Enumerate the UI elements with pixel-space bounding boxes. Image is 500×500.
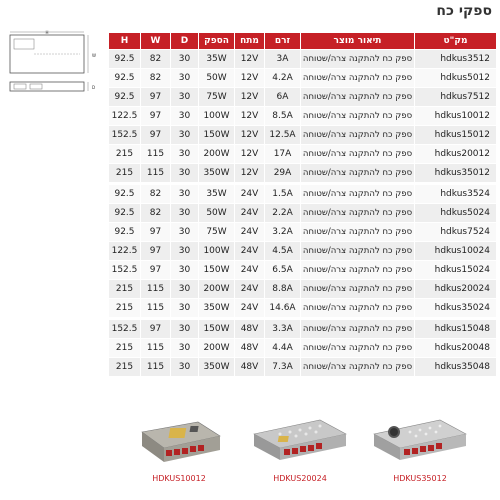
cell-w: 82 [141, 50, 171, 69]
cell-h: 215 [109, 339, 141, 358]
table-row [109, 50, 497, 69]
header-sku: מק"ט [415, 33, 497, 50]
table-row [109, 69, 497, 88]
cell-current: 3.3A [265, 319, 301, 339]
cell-current: 1.5A [265, 184, 301, 204]
cell-voltage: 12V [235, 88, 265, 107]
cell-sku: hdkus15012 [415, 126, 497, 145]
table-row [109, 261, 497, 280]
cell-w: 97 [141, 107, 171, 126]
cell-d: 30 [171, 88, 199, 107]
cell-sku: hdkus3524 [415, 184, 497, 204]
cell-desc: ספק כח להתקנה צרה/שטוחה [301, 88, 415, 107]
cell-d: 30 [171, 126, 199, 145]
cell-d: 30 [171, 50, 199, 69]
table-row [109, 145, 497, 164]
product-hdkus20024 [250, 418, 350, 483]
product-hdkus10012 [134, 418, 224, 483]
cell-sku: hdkus20012 [415, 145, 497, 164]
cell-sku: hdkus3512 [415, 50, 497, 69]
cell-power: 150W [199, 261, 235, 280]
cell-voltage: 12V [235, 69, 265, 88]
cell-w: 97 [141, 319, 171, 339]
cell-voltage: 24V [235, 299, 265, 319]
cell-current: 29A [265, 164, 301, 184]
cell-voltage: 24V [235, 280, 265, 299]
cell-w: 115 [141, 145, 171, 164]
cell-sku: hdkus15048 [415, 319, 497, 339]
cell-d: 30 [171, 261, 199, 280]
cell-sku: hdkus20048 [415, 339, 497, 358]
table-row [109, 319, 497, 339]
cell-power: 350W [199, 299, 235, 319]
cell-power: 100W [199, 242, 235, 261]
cell-current: 8.8A [265, 280, 301, 299]
cell-d: 30 [171, 339, 199, 358]
cell-h: 92.5 [109, 69, 141, 88]
header-current: זרם [265, 33, 301, 50]
cell-desc: ספק כח להתקנה צרה/שטוחה [301, 50, 415, 69]
cell-sku: hdkus10024 [415, 242, 497, 261]
cell-h: 215 [109, 299, 141, 319]
cell-d: 30 [171, 107, 199, 126]
cell-current: 6A [265, 88, 301, 107]
cell-h: 92.5 [109, 204, 141, 223]
cell-w: 97 [141, 261, 171, 280]
cell-desc: ספק כח להתקנה צרה/שטוחה [301, 358, 415, 377]
cell-desc: ספק כח להתקנה צרה/שטוחה [301, 126, 415, 145]
cell-w: 115 [141, 299, 171, 319]
cell-desc: ספק כח להתקנה צרה/שטוחה [301, 107, 415, 126]
cell-h: 122.5 [109, 107, 141, 126]
cell-h: 152.5 [109, 126, 141, 145]
cell-current: 3.2A [265, 223, 301, 242]
cell-h: 152.5 [109, 319, 141, 339]
product-caption: HDKUS35012 [393, 474, 447, 483]
cell-h: 92.5 [109, 88, 141, 107]
cell-d: 30 [171, 223, 199, 242]
cell-power: 50W [199, 69, 235, 88]
cell-power: 35W [199, 184, 235, 204]
cell-current: 6.5A [265, 261, 301, 280]
cell-voltage: 24V [235, 204, 265, 223]
header-desc: תיאור מוצר [301, 33, 415, 50]
cell-w: 115 [141, 164, 171, 184]
cell-w: 82 [141, 69, 171, 88]
cell-voltage: 24V [235, 184, 265, 204]
cell-desc: ספק כח להתקנה צרה/שטוחה [301, 299, 415, 319]
cell-d: 30 [171, 69, 199, 88]
cell-desc: ספק כח להתקנה צרה/שטוחה [301, 145, 415, 164]
cell-power: 200W [199, 280, 235, 299]
cell-current: 3A [265, 50, 301, 69]
table-row [109, 280, 497, 299]
table-row [109, 204, 497, 223]
cell-sku: hdkus7524 [415, 223, 497, 242]
cell-power: 350W [199, 164, 235, 184]
cell-desc: ספק כח להתקנה צרה/שטוחה [301, 164, 415, 184]
cell-power: 75W [199, 88, 235, 107]
cell-d: 30 [171, 204, 199, 223]
cell-current: 4.5A [265, 242, 301, 261]
cell-current: 2.2A [265, 204, 301, 223]
table-row [109, 358, 497, 377]
cell-sku: hdkus35048 [415, 358, 497, 377]
product-caption: HDKUS20024 [273, 474, 327, 483]
cell-w: 97 [141, 223, 171, 242]
header-w: W [141, 33, 171, 50]
cell-h: 215 [109, 145, 141, 164]
table-row [109, 299, 497, 319]
cell-desc: ספק כח להתקנה צרה/שטוחה [301, 223, 415, 242]
cell-d: 30 [171, 358, 199, 377]
cell-d: 30 [171, 319, 199, 339]
cell-w: 115 [141, 358, 171, 377]
cell-desc: ספק כח להתקנה צרה/שטוחה [301, 204, 415, 223]
cell-d: 30 [171, 164, 199, 184]
header-d: D [171, 33, 199, 50]
cell-desc: ספק כח להתקנה צרה/שטוחה [301, 184, 415, 204]
cell-current: 4.4A [265, 339, 301, 358]
header-h: H [109, 33, 141, 50]
cell-desc: ספק כח להתקנה צרה/שטוחה [301, 319, 415, 339]
table-row [109, 164, 497, 184]
cell-sku: hdkus10012 [415, 107, 497, 126]
cell-voltage: 12V [235, 164, 265, 184]
power-supply-image [250, 418, 350, 466]
header-voltage: מתח [235, 33, 265, 50]
table-row [109, 242, 497, 261]
cell-w: 82 [141, 204, 171, 223]
cell-desc: ספק כח להתקנה צרה/שטוחה [301, 280, 415, 299]
product-hdkus35012 [370, 418, 470, 483]
cell-power: 50W [199, 204, 235, 223]
cell-voltage: 48V [235, 358, 265, 377]
spec-table [108, 32, 497, 377]
page-title: ספקי כח [436, 3, 492, 19]
power-supply-image [370, 418, 470, 466]
cell-current: 4.2A [265, 69, 301, 88]
table-row [109, 184, 497, 204]
cell-power: 75W [199, 223, 235, 242]
cell-h: 215 [109, 280, 141, 299]
cell-desc: ספק כח להתקנה צרה/שטוחה [301, 242, 415, 261]
cell-w: 97 [141, 88, 171, 107]
dimension-diagram [4, 30, 102, 100]
cell-voltage: 12V [235, 126, 265, 145]
table-header-row [109, 33, 497, 50]
dim-w-label: W [92, 53, 96, 58]
cell-voltage: 12V [235, 107, 265, 126]
dim-d-label: D [92, 85, 96, 90]
cell-current: 17A [265, 145, 301, 164]
cell-w: 115 [141, 339, 171, 358]
cell-voltage: 24V [235, 242, 265, 261]
cell-d: 30 [171, 184, 199, 204]
cell-desc: ספק כח להתקנה צרה/שטוחה [301, 261, 415, 280]
power-supply-image [134, 418, 224, 466]
cell-power: 100W [199, 107, 235, 126]
table-row [109, 88, 497, 107]
cell-power: 150W [199, 126, 235, 145]
cell-power: 350W [199, 358, 235, 377]
cell-power: 150W [199, 319, 235, 339]
table-row [109, 107, 497, 126]
table-row [109, 223, 497, 242]
cell-sku: hdkus15024 [415, 261, 497, 280]
cell-h: 215 [109, 164, 141, 184]
cell-current: 7.3A [265, 358, 301, 377]
cell-sku: hdkus5024 [415, 204, 497, 223]
cell-w: 97 [141, 242, 171, 261]
header-power: הספק [199, 33, 235, 50]
cell-w: 115 [141, 280, 171, 299]
cell-voltage: 48V [235, 319, 265, 339]
table-row [109, 339, 497, 358]
cell-power: 200W [199, 339, 235, 358]
cell-w: 97 [141, 126, 171, 145]
cell-h: 152.5 [109, 261, 141, 280]
cell-power: 200W [199, 145, 235, 164]
cell-h: 92.5 [109, 184, 141, 204]
dim-h-label: H [45, 30, 49, 35]
cell-current: 12.5A [265, 126, 301, 145]
cell-current: 8.5A [265, 107, 301, 126]
cell-d: 30 [171, 280, 199, 299]
cell-h: 215 [109, 358, 141, 377]
cell-sku: hdkus5012 [415, 69, 497, 88]
cell-h: 92.5 [109, 50, 141, 69]
cell-sku: hdkus7512 [415, 88, 497, 107]
cell-d: 30 [171, 242, 199, 261]
cell-h: 122.5 [109, 242, 141, 261]
cell-power: 35W [199, 50, 235, 69]
cell-sku: hdkus35012 [415, 164, 497, 184]
cell-current: 14.6A [265, 299, 301, 319]
cell-d: 30 [171, 145, 199, 164]
cell-desc: ספק כח להתקנה צרה/שטוחה [301, 339, 415, 358]
cell-sku: hdkus35024 [415, 299, 497, 319]
product-caption: HDKUS10012 [152, 474, 206, 483]
cell-voltage: 12V [235, 50, 265, 69]
cell-desc: ספק כח להתקנה צרה/שטוחה [301, 69, 415, 88]
cell-voltage: 12V [235, 145, 265, 164]
cell-d: 30 [171, 299, 199, 319]
cell-h: 92.5 [109, 223, 141, 242]
cell-sku: hdkus20024 [415, 280, 497, 299]
cell-voltage: 24V [235, 223, 265, 242]
table-row [109, 126, 497, 145]
cell-voltage: 24V [235, 261, 265, 280]
cell-voltage: 48V [235, 339, 265, 358]
cell-w: 82 [141, 184, 171, 204]
